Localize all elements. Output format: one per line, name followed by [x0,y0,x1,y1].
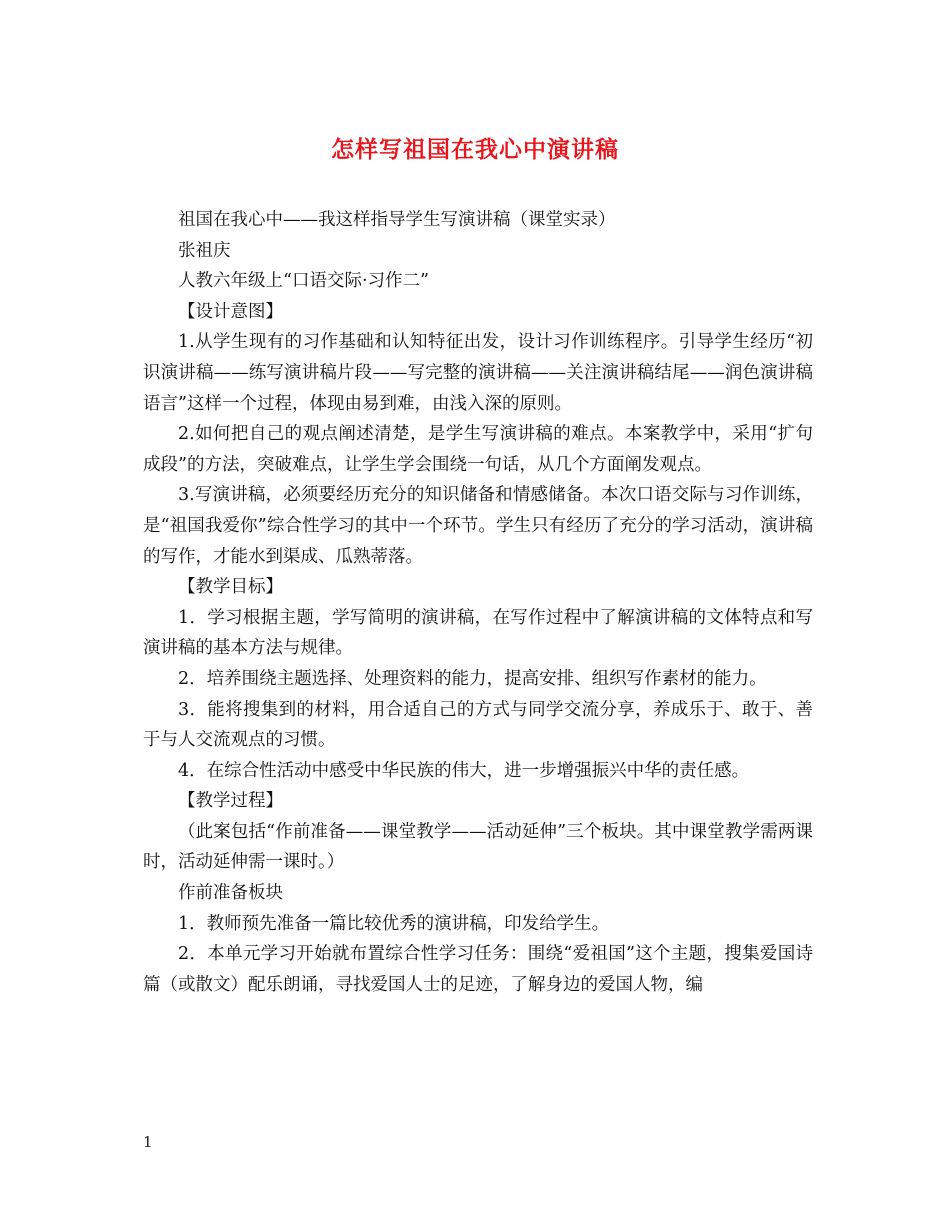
document-body [143,205,813,1000]
page-number: 1 [143,1133,153,1151]
paragraph: 1．学习根据主题，学写简明的演讲稿，在写作过程中了解演讲稿的文体特点和写演讲稿的基本方法与规律。 [143,607,813,659]
section-heading: 【教学目标】 [178,577,283,598]
document-title: 怎样写祖国在我心中演讲稿 [331,136,619,163]
paragraph: 4．在综合性活动中感受中华民族的伟大，进一步增强振兴中华的责任感。 [178,760,750,781]
paragraph: 2．本单元学习开始就布置综合性学习任务：围绕“爱祖国”这个主题，搜集爱国诗篇（或散文）配乐朗诵，寻找爱国人士的足迹，了解身边的爱国人物，编 [143,944,813,995]
paragraph: 祖国在我心中——我这样指导学生写演讲稿（课堂实录） [178,210,616,230]
section-heading: 【教学过程】 [178,791,283,812]
paragraph: 1.从学生现有的习作基础和认知特征出发，设计习作训练程序。引导学生经历“初识演讲稿——练写演讲稿片段——写完整的演讲稿——关注演讲稿结尾——润色演讲稿语言”这样一个过程，体现由易到难，由浅入深的原则。 [143,332,813,414]
paragraph: 3.写演讲稿，必须要经历充分的知识储备和情感储备。本次口语交际与习作训练，是“祖国我爱你”综合性学习的其中一个环节。学生只有经历了充分的学习活动，演讲稿的写作，才能水到渠成、瓜熟蒂落。 [143,485,813,567]
paragraph: 1．教师预先准备一篇比较优秀的演讲稿，印发给学生。 [178,913,610,934]
paragraph: 2.如何把自己的观点阐述清楚，是学生写演讲稿的难点。本案教学中，采用“扩句成段”的方法，突破难点，让学生学会围绕一句话，从几个方面阐发观点。 [143,424,813,475]
section-heading: 【设计意图】 [178,301,283,322]
paragraph: 张祖庆 [178,240,231,261]
paragraph: 作前准备板块 [178,883,283,904]
paragraph: 人教六年级上“口语交际·习作二” [178,271,429,292]
paragraph: （此案包括“作前准备——课堂教学——活动延伸”三个板块。其中课堂教学需两课时，活动延伸需一课时。） [143,821,813,873]
paragraph: 3．能将搜集到的材料，用合适自己的方式与同学交流分享，养成乐于、敢于、善于与人交流观点的习惯。 [143,699,813,751]
paragraph: 2．培养围绕主题选择、处理资料的能力，提高安排、组织写作素材的能力。 [178,668,767,689]
